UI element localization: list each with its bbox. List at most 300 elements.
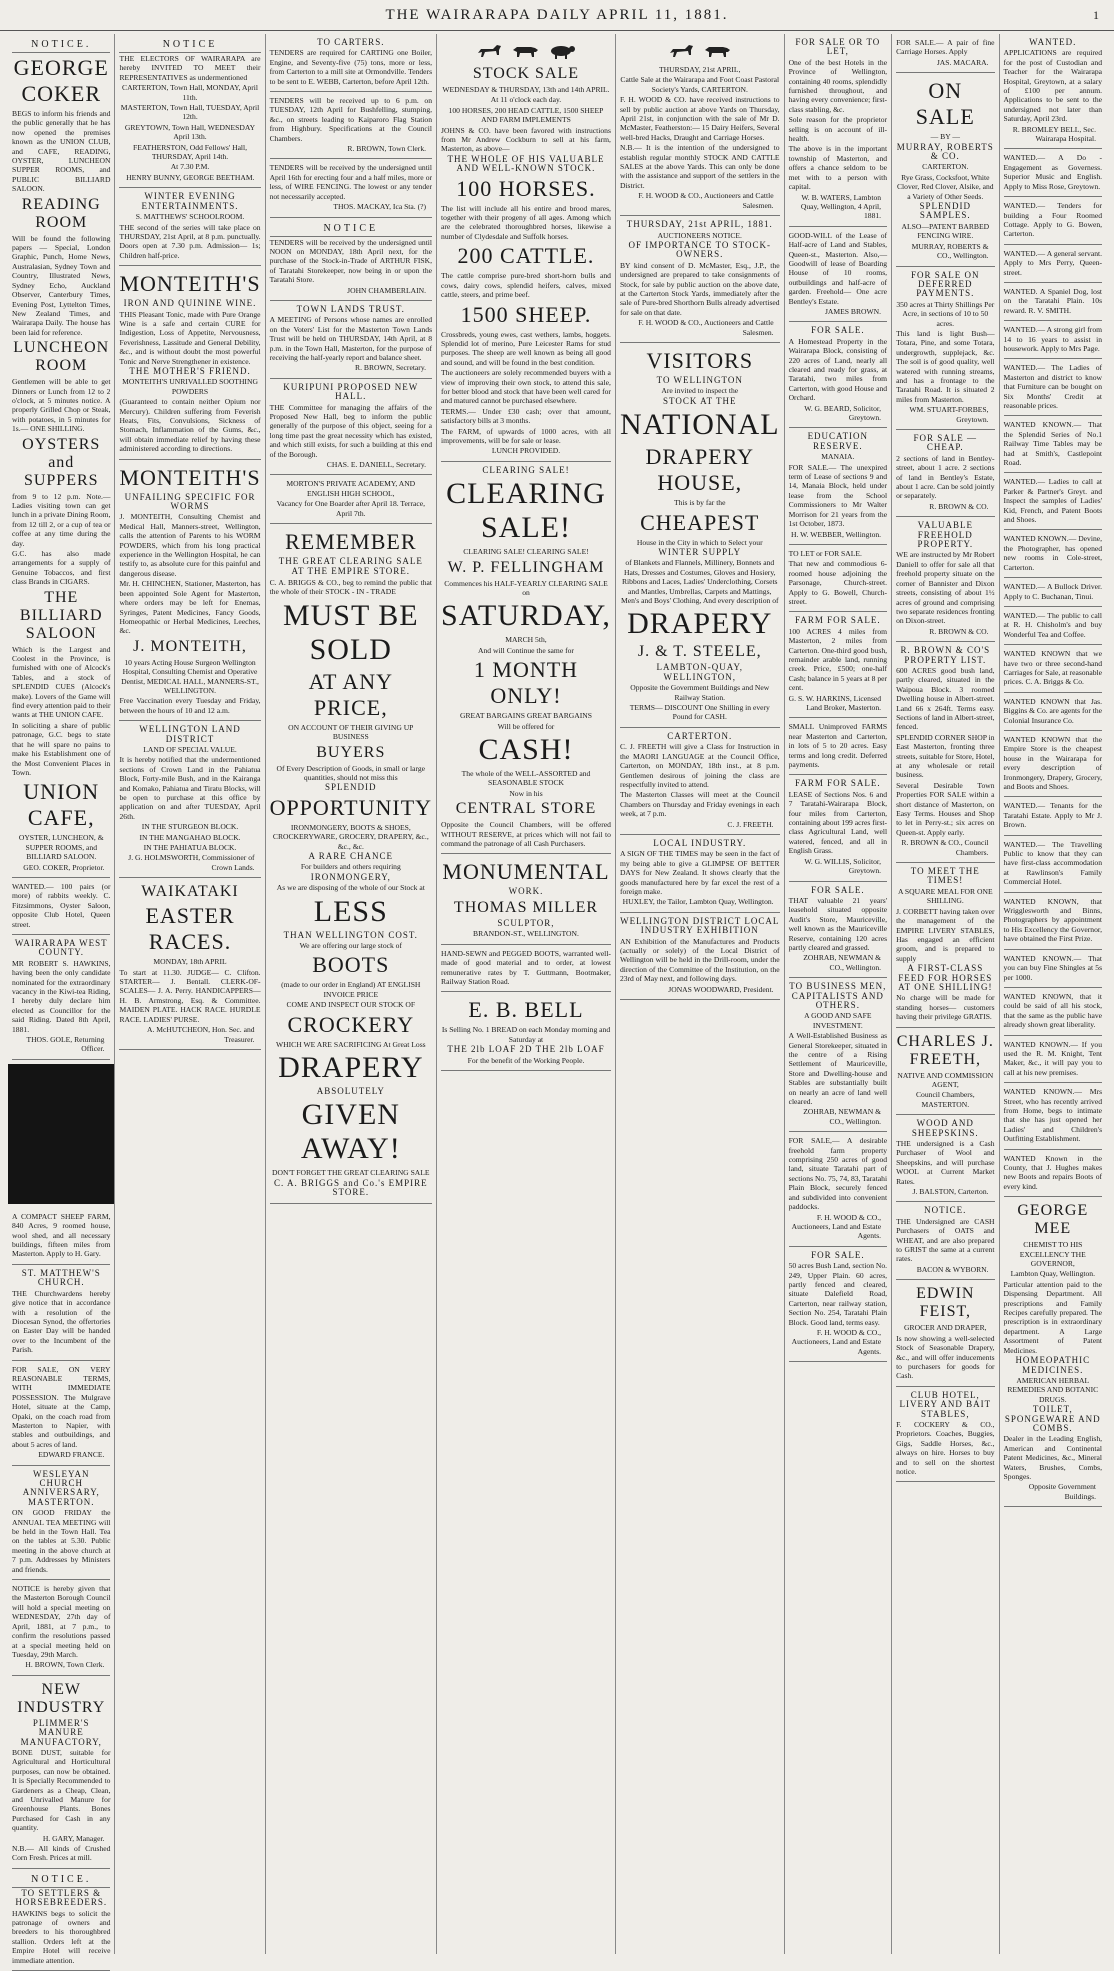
patronage-body: In soliciting a share of public patronage, G.C. begs to state that he will spare no pains to make his Establishment one of the Most Convenient Places in Town. xyxy=(12,720,111,777)
drapery-house: DRAPERY HOUSE, xyxy=(645,444,754,496)
wanted-sig: R. BROMLEY BELL, Sec. Wairarapa Hospital. xyxy=(1012,124,1097,144)
meeting-item: CARTERTON, Town Hall, MONDAY, April 11th. xyxy=(122,83,259,102)
wanted-item xyxy=(1004,988,1102,1036)
reading-room-title: READING ROOM xyxy=(21,195,101,231)
sheep-label: SHEEP. xyxy=(515,301,592,327)
stock-at: STOCK AT THE xyxy=(663,395,737,406)
club-title: CLUB HOTEL, LIVERY AND BAIT STABLES, xyxy=(899,1389,992,1419)
notice2-label: NOTICE. xyxy=(12,1872,110,1888)
cattle-num: 200 xyxy=(457,243,494,269)
deferred-sig: WM. STUART-FORBES, Greytown. xyxy=(909,405,989,424)
fellingham-ad xyxy=(441,462,611,855)
sheep-num: 1500 xyxy=(460,301,509,327)
morton-body: Vacancy for One Boarder after April 18. Terrace, April 7th. xyxy=(276,499,425,518)
vaccination-body: Free Vaccination every Tuesday and Friday, between the hours of 10 and 12 a.m. xyxy=(119,696,261,715)
column-2 xyxy=(115,34,265,1954)
bell-sig: For the benefit of the Working People. xyxy=(467,1055,585,1065)
wanted-item-text: WANTED.— Tenders for building a Four Roomed Cottage. Apply to G. Bowen, Carterton. xyxy=(1003,201,1103,239)
cheap-sig: R. BROWN & CO. xyxy=(929,501,989,511)
education-sub: MANAIA. xyxy=(821,452,855,462)
miller-title: THOMAS MILLER xyxy=(453,898,599,916)
wood-body: THE undersigned is a Cash Purchaser of Wool and Sheepskins, and will purchase WOOL at Current Market Rates. xyxy=(896,1139,995,1186)
cheapest: CHEAPEST xyxy=(640,509,760,535)
column-7 xyxy=(892,34,999,1954)
industry-title: LOCAL INDUSTRY. xyxy=(653,837,747,848)
schoolroom: S. MATTHEWS' SCHOOLROOM. xyxy=(135,212,245,222)
miller-sub: SCULPTOR, xyxy=(497,917,555,928)
council-notice-ad xyxy=(12,1580,110,1676)
buyers-body: Of Every Description of Goods, in small or large quantities, should not miss this xyxy=(276,763,426,782)
monteith-title: MONTEITH'S xyxy=(119,271,261,297)
wanted-item xyxy=(1004,530,1102,578)
sale-title: FOR SALE. xyxy=(811,325,865,336)
wanted-item xyxy=(1004,416,1102,473)
monteith2-body: 10 years Acting House Surgeon Wellington Hospital, Consulting Chemist and Operative Dentist, MEDICAL HALL, MANNERS-ST., WELLINGTON. xyxy=(121,657,259,695)
billiard-title: THE BILLIARD SALOON xyxy=(19,588,103,642)
thursday: THURSDAY, 21st APRIL, 1881. xyxy=(626,219,773,230)
corbett-body: J. CORBETT having taken over the management of the EMPIRE LIVERY STABLES, Has engaged an efficient groom, and is prepared to supply xyxy=(896,906,995,963)
education-title: EDUCATION RESERVE. xyxy=(807,431,869,451)
miller-ad xyxy=(441,854,611,944)
ink-damage xyxy=(8,1064,114,1204)
horses-body: The list will include all his entire and brood mares, together with their progeny of all ages. Among which are the celebrated thoroughbred horses, likewise a number of Clydesdale and Suffolk horses. xyxy=(441,203,611,241)
notice-label: NOTICE xyxy=(119,37,260,53)
farm2-body: LEASE of Sections Nos. 6 and 7 Taratahi-Wairarapa Block, four miles from Carterton, containing about 199 acres first-class Agricultural Land, well watered, fenced, and all in English Grass. xyxy=(788,789,888,856)
great-clearing: THE GREAT CLEARING SALE xyxy=(278,556,423,567)
sacrificing: WHICH WE ARE SACRIFICING At Great Loss xyxy=(275,1039,426,1049)
cheap-ad xyxy=(896,430,994,517)
rare-body: For builders and others requiring xyxy=(300,862,401,872)
bell-ad xyxy=(441,992,611,1071)
feist-sub: GROCER AND DRAPER, xyxy=(904,1323,987,1333)
wanted-item-text: WANTED KNOWN that the Empire Store is the cheapest house in the Wairarapa for every description of Ironmongery, Drapery, Grocery, and Boots and Shoes. xyxy=(1003,734,1103,791)
tenders-ad xyxy=(270,92,432,159)
ironmongery: IRONMONGERY, xyxy=(310,871,391,882)
farm2-sig: W. G. WILLIS, Solicitor, Greytown. xyxy=(804,856,882,876)
hotel-sig: W. B. WATERS, Lambton Quay, Wellington, 4 April, 1881. xyxy=(800,192,882,221)
whole-stock: The whole of the WELL-ASSORTED and SEASONABLE STOCK xyxy=(461,769,591,788)
breeders-title: TO SETTLERS & HORSEBREEDERS. xyxy=(15,1887,108,1908)
horses-heading xyxy=(441,176,611,202)
land-title: WELLINGTON LAND DISTRICT xyxy=(139,724,241,744)
steele-name: J. & T. STEELE, xyxy=(637,643,762,661)
hall-ad xyxy=(270,379,432,476)
wanted-item-text: WANTED.— The Travelling Public to know that they can have first-class accommodation at Rawlinson's Family Commercial Hotel. xyxy=(1003,839,1103,887)
crockery-body: COME AND INSPECT OUR STOCK OF xyxy=(286,1000,416,1010)
herbal: AMERICAN HERBAL REMEDIES AND BOTANIC DRUGS. xyxy=(1007,1375,1099,1404)
clearing-label: CLEARING SALE! xyxy=(482,464,570,475)
valuable-title: VALUABLE FREEHOLD PROPERTY. xyxy=(917,520,974,550)
sheep-heading xyxy=(441,302,611,328)
largest: This is by far the xyxy=(674,498,726,508)
boots: BOOTS xyxy=(312,952,390,978)
land-body: It is hereby notified that the undermentioned sections of Crown Land in the Pahiatua Block, Forty-mile Bush, and in the Kairanga and Komako, Pahiatua and Tiratu Blocks, will be open to purchase at this office by application on and after TUESDAY, April 26th. xyxy=(119,755,261,821)
local-industry-ad xyxy=(620,835,780,913)
farm-body: 100 ACRES 4 miles from Masterton, 2 miles from Carterton. One-third good bush, remainder arable land, running creek. Price, £500; one-half Cash; balance in 5 years at 8 per cent. xyxy=(788,626,888,693)
wanted-item xyxy=(1004,578,1102,607)
to-wellington: TO WELLINGTON xyxy=(656,374,743,385)
cattle-body: The cattle comprise pure-bred short-horn bulls and cows, dairy cows, splendid heifers, calves, mixed cattle, steers, and prime beef. xyxy=(441,271,611,300)
cheapest-body: House in the City in which to Select your xyxy=(636,537,763,547)
church-body: THE Churchwardens hereby give notice that in accordance with a resolution of the Diocesan Synod, the offertories on Easter Day will be handed over to the Incumbent of the Parish. xyxy=(12,1288,111,1355)
drapery: DRAPERY xyxy=(627,607,773,641)
livestock-illustration xyxy=(620,41,780,61)
goods-list: IRONMONGERY, BOOTS & SHOES, CROCKERYWARE, GROCERY, DRAPERY, &c., &c., &c. xyxy=(272,822,429,851)
land-sub: LAND OF SPECIAL VALUE. xyxy=(143,744,237,754)
notice-body: NOTICE is hereby given that the Masterton Borough Council will hold a special meeting on WEDNESDAY, 27th day of April, 1881, at 7 p.m., to confirm the resolutions passed at a special meeting held on Tuesday, 29th March. xyxy=(12,1584,111,1659)
bargains: GREAT BARGAINS GREAT BARGAINS xyxy=(459,711,592,721)
industry-sig: HUXLEY, the Tailor, Lambton Quay, Wellington. xyxy=(622,897,774,907)
corbett-feed: A FIRST-CLASS FEED FOR HORSES AT ONE SHILLING! xyxy=(898,963,993,992)
easter-title: WAIKATAKI xyxy=(141,883,239,901)
coker-ad xyxy=(12,34,110,878)
sale3-sig: F. H. WOOD & CO., Auctioneers, Land and Estate Agents. xyxy=(791,1327,882,1356)
valuable-body: WE are instructed by Mr Robert Daniell to offer for sale all that freehold property situate on the corner of Bannister and Dixon streets, consisting of about 1½ acres of ground and comprising two separate residences fronting on Dixon-street. xyxy=(896,550,995,626)
livestock-illustration xyxy=(441,41,611,61)
steele-ad xyxy=(620,343,780,728)
small-farms-ad xyxy=(789,718,887,775)
oysters-title: OYSTERS and SUPPERS xyxy=(22,435,101,489)
wanted-item-text: WANTED. A Spaniel Dog, lost on the Taratahi Plain. 10s reward. R. V. SMITH. xyxy=(1003,286,1103,315)
times-sub: A SQUARE MEAL FOR ONE SHILLING. xyxy=(897,886,993,906)
industry-sig: H. GARY, Manager. xyxy=(42,1833,105,1843)
cheap-body: 2 sections of land in Bentley-street, about 1 acre. 2 sections of land in Bentley's Estate, about 1 acre. Can be sold jointly or separately. xyxy=(896,453,995,501)
wanted-item xyxy=(1004,836,1102,893)
saturday-date: MARCH 5th, xyxy=(505,635,547,645)
mothers-title: THE MOTHER'S FRIEND. xyxy=(129,365,251,376)
monteith-sub: IRON AND QUININE WINE. xyxy=(123,298,257,309)
sale-title: FOR SALE.— A pair of fine Carriage Horses. Apply xyxy=(896,38,995,57)
wanted-item xyxy=(1004,1150,1102,1198)
ward-sig: THOS. GOLE, Returning Officer. xyxy=(26,1035,105,1054)
visitors: VISITORS xyxy=(646,347,754,373)
business-sig: ZOHRAB, NEWMAN & CO., Wellington. xyxy=(803,1107,882,1126)
easter-sig: A. McHUTCHEON, Hon. Sec. and Treasurer. xyxy=(147,1025,255,1044)
deferred-title: FOR SALE ON DEFERRED PAYMENTS. xyxy=(911,269,980,299)
goodwill-sig: JAMES BROWN. xyxy=(824,306,882,316)
cow-icon xyxy=(511,41,541,61)
contractors-body: TENDERS are required for CARTING one Boiler, Engine, and Seventy-five (75) tons, more or less, from Carterton to a mill site at Ormondville. Tenders to be sent to E. WEBB, Carterton, before April 12th. xyxy=(269,48,433,86)
fellingham-title: W. P. FELLINGHAM xyxy=(447,558,605,576)
wanted-item xyxy=(1004,693,1102,731)
town-title: TOWN LANDS TRUST. xyxy=(296,303,405,314)
wanted-item xyxy=(1004,321,1102,359)
contractors-title: TO CARTERS. xyxy=(317,37,385,47)
wanted-item-text: WANTED.— A general servant. Apply to Mrs Perry, Queen-street. xyxy=(1003,248,1103,277)
easter-ad xyxy=(119,878,260,1050)
cheap-title: FOR SALE — CHEAP. xyxy=(913,433,978,453)
wanted-list xyxy=(1004,149,1102,1197)
times-title: TO MEET THE TIMES! xyxy=(910,866,980,886)
wanted-item xyxy=(1004,645,1102,693)
education-body: FOR SALE.— The unexpired term of Lease of sections 9 and 14, Manaia Block, held under lease from the School Commissioners to Mr Walter Morrison for 21 years from the 1st October, 1873. xyxy=(788,462,888,529)
business-ad xyxy=(789,978,887,1132)
freeth-sub: NATIVE AND COMMISSION AGENT, xyxy=(897,1070,994,1089)
transfer-sig: R. BROWN & CO., Council Chambers. xyxy=(901,838,989,857)
column-4 xyxy=(437,34,616,1954)
corbett-note: No charge will be made for standing horses— customers having their privilege GRATIS. xyxy=(896,993,995,1022)
clearing-small: CLEARING SALE! CLEARING SALE! xyxy=(463,547,589,557)
lunch: LUNCH PROVIDED. xyxy=(491,446,561,456)
less: LESS xyxy=(313,894,388,928)
bell-prices: THE 2lb LOAF 2D THE 2lb LOAF xyxy=(447,1044,605,1055)
splendid: SPLENDID xyxy=(325,782,377,793)
business-sub: A GOOD AND SAFE INVESTMENT. xyxy=(804,1011,872,1030)
worm-sub: UNFAILING SPECIFIC FOR WORMS xyxy=(124,491,256,512)
oats-ad xyxy=(896,1202,994,1280)
fine-body: THAT valuable 21 years' leasehold situated opposite Audit's Store, Mauriceville, well known as the Mauriceville Reserve, containing 120 acres partly cleared and grassed. xyxy=(788,895,888,952)
town-sig: R. BROWN, Secretary. xyxy=(355,363,427,373)
goodwill-ad xyxy=(789,227,887,323)
property-body: 600 ACRES good bush land, partly cleared, situated in the Waipoua Block. 3 roomed Dwelling house in Albert-street. Land 66 x 264ft. Terms easy. Sections of land in Albert-street, fenced. xyxy=(896,665,995,732)
feist-ad xyxy=(896,1280,994,1386)
wanted-item-text: WANTED.— A strong girl from 14 to 16 years to assist in housework. Apply to Mrs Page. xyxy=(1003,325,1103,353)
chinchen-body: Mr. H. CHINCHEN, Stationer, Masterton, has been appointed Sole Agent for Masterton, where orders may be left for Enemas, Syringes, Patent Medicines, Fancy Goods, Homeopathic or Herbal Medicines, Leeches, &c. xyxy=(119,579,261,636)
sale2-sig: F. H. WOOD & CO., Auctioneers, Land and Estate Agents. xyxy=(791,1212,882,1241)
town-lands-ad xyxy=(270,301,432,379)
morton-title: MORTON'S PRIVATE ACADEMY, AND ENGLISH HIGH SCHOOL, xyxy=(286,479,416,498)
chemist-sub: CHEMIST TO HIS EXCELLENCY THE GOVERNOR, xyxy=(1019,1240,1086,1269)
column-3 xyxy=(266,34,437,1954)
meeting-item: FEATHERSTON, Odd Fellows' Hall, THURSDAY, April 14th. xyxy=(132,142,248,162)
sale-sig: JAS. MACARA. xyxy=(936,57,989,67)
wanted-rabbits: WANTED.— 100 pairs (or more) of rabbits weekly. C. Fitzsimmons, Oyster Saloon, opposite Club Hotel, Queen street. xyxy=(12,881,111,929)
monteith-wine-ad xyxy=(119,266,260,460)
oysters-body: from 9 to 12 p.m. Note.— Ladies visiting town can get lunch in a private Dining Room, from 12 till 2, or a cup of tea or coffee at any time during the day. xyxy=(12,491,111,548)
monumental: MONUMENTAL xyxy=(442,859,610,885)
exhibition-body: AN Exhibition of the Manufactures and Products (actually or solely) of the Local District of Wellington will be held in the Drill-room, under the direction of the Committee of the Institution, on the 23rd of May next, and following days. xyxy=(619,936,780,984)
masthead-title: THE WAIRARAPA DAILY APRIL 11, 1881. xyxy=(385,6,729,23)
luncheon-body: Gentlemen will be able to get Dinners or Lunch from 12 to 2 o'clock, at 5 minutes notice. A properly Grilled Chop or Steak, with potatoes, in 5 minutes for 1s.— ONE SHILLING. xyxy=(12,377,111,434)
worm-title: MONTEITH'S xyxy=(119,464,261,490)
one-month: 1 MONTH ONLY! xyxy=(473,657,579,709)
freeth-addr: Council Chambers, MASTERTON. xyxy=(915,1090,975,1109)
powders-body: (Guaranteed to contain neither Opium nor Mercury). Children suffering from Feverish Heats, Fits, Convulsions, Sickness of Stomach, Inflammation of the Gums, &c., will obtain immediate relief by having these administered according to directions. xyxy=(119,397,261,454)
hotel-note2: The above is in the important township of Masterton, and offers a chance seldom to be met with to a person with capital. xyxy=(788,144,888,192)
valuable-sig: R. BROWN & CO. xyxy=(929,626,989,636)
winter-supply: WINTER SUPPLY xyxy=(658,547,742,557)
boots-ad xyxy=(441,945,611,993)
leasehold-ad xyxy=(789,882,887,979)
wanted-item-text: WANTED KNOWN, that it could be said of all his stock, that the same as the public have already shown great liberality. xyxy=(1003,991,1103,1030)
wanted-body: APPLICATIONS are required for the post of Custodian and Teacher for the Wairarapa Hospital, Greytown, at a salary of £100 per annum. Applications to be sent to the undersigned not later than Saturday, April 23rd. xyxy=(1003,48,1103,124)
column-6 xyxy=(785,34,892,1954)
meeting-sig: HENRY BUNNY, GEORGE BEETHAM. xyxy=(126,172,255,182)
given-away: GIVEN AWAY! xyxy=(300,1098,401,1166)
deferred-sub: 350 acres at Thirty Shillings Per Acre, in sections of 10 to 50 acres. xyxy=(896,299,995,328)
hall-sig: CHAS. E. DANIELL, Secretary. xyxy=(326,460,427,470)
industry-sub: PLIMMER'S MANURE MANUFACTORY, xyxy=(20,1717,102,1747)
land-subdiv: IN THE PAHIATUA BLOCK. xyxy=(143,843,237,853)
hall-title: KURIPUNI PROPOSED NEW HALL. xyxy=(283,381,419,402)
drapery: DRAPERY xyxy=(278,1051,424,1084)
business-body: A Well-Established Business as General Storekeeper, situated in the centre of a Rising Settlement of Mauriceville, Store and Dwelling-house and Stables are substantially built on nearly an acre of land well cleared. xyxy=(788,1031,888,1107)
tobacco-body: G.C. has also made arrangements for a supply of Genuine Tobaccos, and first class Brands in CIGARS. xyxy=(12,549,111,587)
wanted-title: WANTED. xyxy=(1029,37,1077,47)
miller-addr: BRANDON-ST., WELLINGTON. xyxy=(473,929,579,939)
feist-body: Is now showing a well-selected Stock of Seasonable Drapery, &c., and will offer inducements to purchasers for goods for Cash. xyxy=(896,1333,995,1381)
horse-icon xyxy=(475,41,505,61)
opportunity: OPPORTUNITY xyxy=(269,794,433,820)
chemist-title: GEORGE MEE xyxy=(1017,1202,1089,1238)
hotel-sale-ad xyxy=(12,1361,110,1466)
steele-addr: LAMBTON-QUAY, WELLINGTON, xyxy=(656,662,744,682)
union-cafe-sub: OYSTER, LUNCHEON, & SUPPER ROOMS, and BILLIARD SALOON. xyxy=(18,833,104,862)
column-1 xyxy=(8,34,115,1965)
land-sig: J. G. HOLMSWORTH, Commissioner of Crown Lands. xyxy=(128,853,255,872)
notice-label: NOTICE xyxy=(270,221,432,237)
sale-body: FOR SALE, ON VERY REASONABLE TERMS, WITH IMMEDIATE POSSESSION. The Mulgrave Hotel, situate at the Camp, Opaki, on the coach road from Masterton to Napier, with stables and outbuildings, and about 5 acres of land. xyxy=(12,1364,111,1449)
wanted-item-text: WANTED.— A Do - Engagement as Governess. Superior Music and English. Apply to Miss Rose, Greytown. xyxy=(1003,153,1103,191)
monteith2-title: J. MONTEITH, xyxy=(133,637,247,655)
sale3-body: 50 acres Bush Land, section No. 249, Upper Plain. 60 acres, partly fenced and cleared, situate Dalefield Road, Carterton, near railway station, Section No. 254, Taratahi Plain Block. Good land, terms easy. xyxy=(788,1261,888,1327)
wanted-item xyxy=(1004,359,1102,416)
exhibition-title: WELLINGTON DISTRICT LOCAL INDUSTRY EXHIBITION xyxy=(620,915,780,936)
industry-body: BONE DUST, suitable for Agricultural and Horticultural purposes, can now be obtained. It is Specially Recommended to Gardeners as a Cheap, Clean, and Unrivalled Manure for Greenhouse Plants. Bones Purchased for Cash in any quantity. xyxy=(12,1747,111,1833)
wanted-item-text: WANTED.— The public to call at R. H. Chisholm's and buy Wonderful Tea and Coffee. xyxy=(1003,610,1103,639)
wanted-item xyxy=(1004,245,1102,283)
stock-time: At 11 o'clock each day. xyxy=(490,95,562,105)
maori-class-ad xyxy=(620,728,780,835)
farm-body: The FARM, of upwards of 1000 acres, with all improvements, will be for sale or lease. xyxy=(441,426,611,445)
electors-body: THE ELECTORS OF WAIRARAPA are hereby INVITED TO MEET their REPRESENTATIVES as undermentioned xyxy=(119,54,261,82)
wanted-item-text: WANTED.— Ladies to call at Parker & Partner's Greyt. and Inspect the samples of Ladies' Kid, French, and Patent Boots and Shoes. xyxy=(1003,477,1103,525)
for-sale: FOR SALE. xyxy=(811,884,865,895)
bell-title: E. B. BELL xyxy=(468,997,584,1023)
remember-heading: REMEMBER xyxy=(285,529,417,555)
freeth-note: The Masterton Classes will meet at the Council Chambers on Thursday and Friday evenings in each week, at 7 p.m. xyxy=(619,790,780,819)
chemist-sig: Opposite Government Buildings. xyxy=(1028,1482,1097,1501)
freeth-sig: C. J. FREETH. xyxy=(727,819,774,829)
exhibition-ad xyxy=(620,913,780,1000)
coker-name: GEORGE COKER xyxy=(13,55,109,106)
industry-title: NEW INDUSTRY xyxy=(17,1680,106,1716)
shepherd-ad xyxy=(270,218,432,301)
boots-body: We are offering our large stock of xyxy=(299,940,403,950)
stock-body: Cattle Sale at the Wairarapa and Foot Coast Pastoral Society's Yards, CARTERTON. xyxy=(620,75,780,94)
electors-ad xyxy=(119,34,260,188)
briggs-ad xyxy=(270,524,432,1204)
patent-wire: ALSO—PATENT BARBED FENCING WIRE. xyxy=(901,221,990,241)
winter-title: WINTER EVENING ENTERTAINMENTS. xyxy=(141,191,239,211)
fencing-ad xyxy=(270,159,432,217)
carterton: CARTERTON. xyxy=(667,730,733,741)
saturday-body: And will Continue the same for xyxy=(478,645,574,655)
carters-ad xyxy=(270,34,432,92)
sale-sig: W. G. BEARD, Solicitor, Greytown. xyxy=(804,403,882,423)
columns xyxy=(8,34,1106,1965)
splendid-corner: SPLENDID CORNER SHOP in East Masterton, fronting three streets, suitable for Store, Hotel, at any wholesale or retail business. xyxy=(896,732,995,780)
chemist-addr: Lambton Quay, Wellington. xyxy=(1010,1269,1095,1279)
stock-items: 100 HORSES, 200 HEAD CATTLE, 1500 SHEEP AND FARM IMPLEMENTS xyxy=(448,105,604,125)
saturday: SATURDAY, xyxy=(441,599,611,633)
wood-sig: J. BALSTON, Carterton. xyxy=(912,1187,989,1197)
reading-room-body: Will be found the following papers — Special, London Graphic, Punch, Home News, Australasian, Sydney Town and Country, Illustrated News, Sydney Echo, Auckland Observer, Canterbury Times, Evening Post, Lyttelton Times, New Zealand Times, and Wairarapa Daily. The house has been laid for reference. xyxy=(12,233,111,337)
coker-body: BEGS to inform his friends and the public generally that he has now opened the premises known as the UNION CLUB, and CAFE, READING, OYSTER, LUNCHEON SUPPER ROOMS, and PUBLIC BILLIARD SALOON. xyxy=(12,109,111,194)
sheep-icon xyxy=(547,41,577,61)
hall-body: THE Committee for managing the affairs of the Proposed New Hall, beg to inform the public generally of the purpose of this object, seeing for a long time past the great necessity which has existed, and which still exists, for such a building at this end of the Borough. xyxy=(269,402,433,459)
ward-title: WAIRARAPA WEST COUNTY. xyxy=(14,937,108,958)
stock-sale-ad xyxy=(441,34,611,462)
winter-ad xyxy=(119,188,260,266)
murray-sig: MURRAY, ROBERTS & CO., Wellington. xyxy=(911,241,989,261)
ward-body: MR ROBERT S. HAWKINS, having been the only candidate nominated for the extraordinary vacancy in the Kiwi-tea Riding, I hereby duly declare him elected as Councillor for the said Riding. Dated 8th April, 1881. xyxy=(12,958,111,1034)
meeting-item: GREYTOWN, Town Hall, WEDNESDAY April 13th. xyxy=(124,122,256,142)
town-body: A MEETING of Persons whose names are enrolled on the Voters' List for the Masterton Town Lands Trust will be held on THURSDAY, 14th April, at 8 p.m. in the Town Hall, Masterton, for the purpose of receiving the half-yearly report and balance sheet. xyxy=(269,315,433,362)
fencing-body: TENDERS will be received by the undersigned until April 16th for erecting four and a half miles, more or less, of WIRE FENCING. The lowest or any tender not necessarily accepted. xyxy=(269,163,433,201)
fellingham-body: Commences his HALF-YEARLY CLEARING SALE on xyxy=(444,578,608,597)
church-title: ST. MATTHEW'S CHURCH. xyxy=(21,1267,101,1288)
wanted-item-text: WANTED.— The Ladies of Masterton and district to know that Furniture can be bought on Six Months' Credit at reasonable prices. xyxy=(1003,363,1103,410)
schoolroom-body: THE second of the series will take place on THURSDAY, 21st April, at 8 p.m. punctually. Doors open at 7.30 p.m. Admission— 1s; Children half-price. xyxy=(119,222,261,260)
club-body: F. COCKERY & CO., Proprietors. Coaches, Buggies, Gigs, Saddle Horses, &c., always on hire. Horses to buy and to sell on the shortest notice. xyxy=(896,1419,995,1476)
clearing-big: CLEARING SALE! xyxy=(446,477,606,545)
briggs-sig: C. A. BRIGGS and Co.'s EMPIRE STORE. xyxy=(273,1177,428,1198)
wanted-item xyxy=(1004,149,1102,197)
hotel-note: Sole reason for the proprietor selling is on account of ill-health. xyxy=(788,115,888,144)
notice-body: THE Undersigned are CASH Purchasers of OATS and WHEAT, and are also prepared to GRIST the same at a current rates. xyxy=(896,1216,995,1264)
wanted-item xyxy=(1004,283,1102,321)
bell-body: Is Selling No. 1 BREAD on each Monday morning and Saturday at xyxy=(441,1025,611,1044)
land-ad xyxy=(119,721,260,878)
murray-items: Rye Grass, Cocksfoot, White Clover, Red Clover, Alsike, and a Variety of Other Seeds. xyxy=(896,172,994,201)
cattle-label: CATTLE. xyxy=(500,243,595,269)
wood-note: N.B.— It is the intention of the undersigned to establish regular monthly STOCK AND CATTLE SALES at the above Yards. This can only be done with the assistance and support of the settlers in the District. xyxy=(619,143,780,190)
feist-title: EDWIN FEIST, xyxy=(916,1285,975,1321)
education-ad xyxy=(789,428,887,544)
invited: Are invited to inspect the xyxy=(661,386,739,396)
horses-sale-ad xyxy=(896,34,994,73)
sheep-body: Crossbreds, young ewes, cast wethers, lambs, hoggets. Splendid lot of merino, Pure Leicester Rams for stud purposes. The sheep are well known as being all good and sound, and will be found in the best condition. xyxy=(441,329,611,367)
monteith-worm-ad xyxy=(119,460,260,722)
wanted-item-text: WANTED.— Tenants for the Taratahi Estate. Apply to Mr J. Brown. xyxy=(1003,801,1103,830)
offered: Will be offered for xyxy=(497,721,555,731)
morton-ad xyxy=(270,475,432,524)
central-store: CENTRAL STORE xyxy=(455,800,597,818)
breeders-body: HAWKINS begs to solicit the patronage of owners and breeders to his thoroughbred stallion. Orders left at the Empire Hotel will receive immediate attention. xyxy=(12,1908,111,1965)
wanted-item-text: WANTED KNOWN.— Mrs Street, who has recently arrived from Home, begs to intimate that she has just opened her Ladies' and Children's Outfitting Establishment. xyxy=(1003,1087,1103,1144)
wanted-item-text: WANTED KNOWN.— If you used the R. M. Knight, Tent Maker, &c., it will pay you to call at his new premises. xyxy=(1003,1039,1103,1077)
fish-body: N.B.— All kinds of Crushed Corn Fresh. Prices at mill. xyxy=(12,1844,111,1863)
shepherd-sig: JOHN CHAMBERLAIN. xyxy=(347,285,427,295)
wesleyan-title: WESLEYAN CHURCH ANNIVERSARY, MASTERTON. xyxy=(22,1468,100,1507)
property-list-ad xyxy=(896,642,994,863)
wesleyan-ad xyxy=(12,1466,110,1580)
any-price: AT ANY PRICE, xyxy=(308,668,394,720)
miller-body: HAND-SEWN and PEGGED BOOTS, warranted well-made of good material and to order, at lowest remunerative rates by T. Guttmann, Bootmaker, Railway Station Road. xyxy=(441,948,611,986)
farm2-title: FARM FOR SALE. xyxy=(795,778,881,789)
work: WORK. xyxy=(508,886,544,897)
masthead xyxy=(0,0,1114,31)
wanted-item-text: WANTED KNOWN, that Wrigglesworth and Binns, Photographers by appointment to His Excellency the Governor, have obtained the First Prize. xyxy=(1003,896,1103,944)
wesleyan-body: ON GOOD FRIDAY the ANNUAL TEA MEETING will be held in the Town Hall. Tea on the tables at 5.30. Public meeting in the above church at 7 p.m. Addresses by Ministers and friends. xyxy=(12,1508,111,1574)
perfumery-body: Dealer in the Leading English, American and Continental Patent Medicines, &c., Mineral Waters, Brushes, Combs, Sponges. xyxy=(1003,1434,1103,1481)
tenders-body: TENDERS will be received up to 6 p.m. on TUESDAY, 12th April for Bushfelling, stumping, &c., on streets leading to Kaiparoro Flag Station from Highbury. Specifications at the Council Chambers. xyxy=(269,96,433,143)
cattle-heading xyxy=(441,243,611,269)
chemist-ad xyxy=(1004,1197,1102,1507)
wanted-item xyxy=(1004,607,1102,645)
on-sale: ON SALE xyxy=(915,78,975,130)
deferred-ad xyxy=(896,267,994,431)
wool-ad xyxy=(896,1115,994,1202)
sale2-body: FOR SALE,— A desirable freehold farm property comprising 250 acres of good land, situate Taratahi part of sections No. 75, 74, 83, Taratahi Plain Block, securely fenced and subdivided into convenient paddocks. xyxy=(788,1136,888,1212)
stock-body: JOHNS & CO. have been favored with instructions from Mr Andrew Cockburn to sell at his farm, Masterton, as above— xyxy=(441,125,611,154)
chemist-body: Particular attention paid to the Dispensing Department. All prescriptions and Family Recipes carefully prepared. The prescription is in extraordinary department. A Large Assortment of Patent Medicines. xyxy=(1003,1279,1103,1355)
absolutely: ABSOLUTELY xyxy=(316,1086,385,1096)
compact-ad xyxy=(12,1208,110,1265)
club-hotel-ad xyxy=(896,1387,994,1483)
bush-land-ad xyxy=(789,1247,887,1362)
